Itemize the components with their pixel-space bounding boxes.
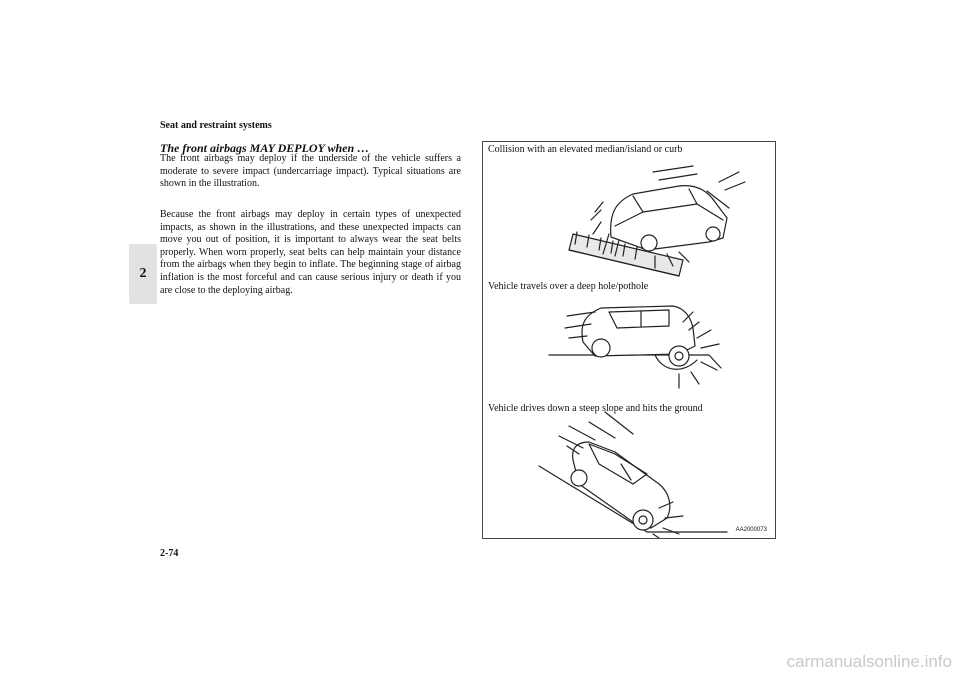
illustrations xyxy=(483,142,775,538)
page-number: 2-74 xyxy=(160,548,179,559)
watermark: carmanualsonline.info xyxy=(786,652,952,671)
chapter-number: 2 xyxy=(139,266,147,281)
section-heading: The front airbags MAY DEPLOY when … xyxy=(160,141,370,155)
pothole-illustration xyxy=(549,306,721,388)
caption-curb-collision: Collision with an elevated median/island or curb xyxy=(488,144,683,155)
curb-collision-illustration xyxy=(569,166,745,276)
figure-code: AA2000073 xyxy=(735,527,767,533)
paragraph-undercarriage: The front airbags may deploy if the underside of the vehicle suffers a moderate to severe impact (undercarriage impact). Typical situations are shown in the illustration. xyxy=(160,153,461,190)
caption-steep-slope: Vehicle drives down a steep slope and hits the ground xyxy=(488,403,703,414)
chapter-tab xyxy=(129,244,157,304)
airbag-deploy-figure xyxy=(482,141,776,539)
running-head: Seat and restraint systems xyxy=(160,120,272,131)
steep-slope-illustration xyxy=(539,412,727,538)
caption-pothole: Vehicle travels over a deep hole/pothole xyxy=(488,281,649,292)
paragraph-seat-belts: Because the front airbags may deploy in certain types of unexpected impacts, as shown in the illustrations, and these unexpected impacts can move you out of position, it is important to always wear the seat belts properly. When worn properly, seat belts can help maintain your distance from the airbags when they begin to inflate. The beginning stage of airbag inflation is the most forceful and can cause serious injury or death if you are close to the deploying airbag. xyxy=(160,209,461,296)
